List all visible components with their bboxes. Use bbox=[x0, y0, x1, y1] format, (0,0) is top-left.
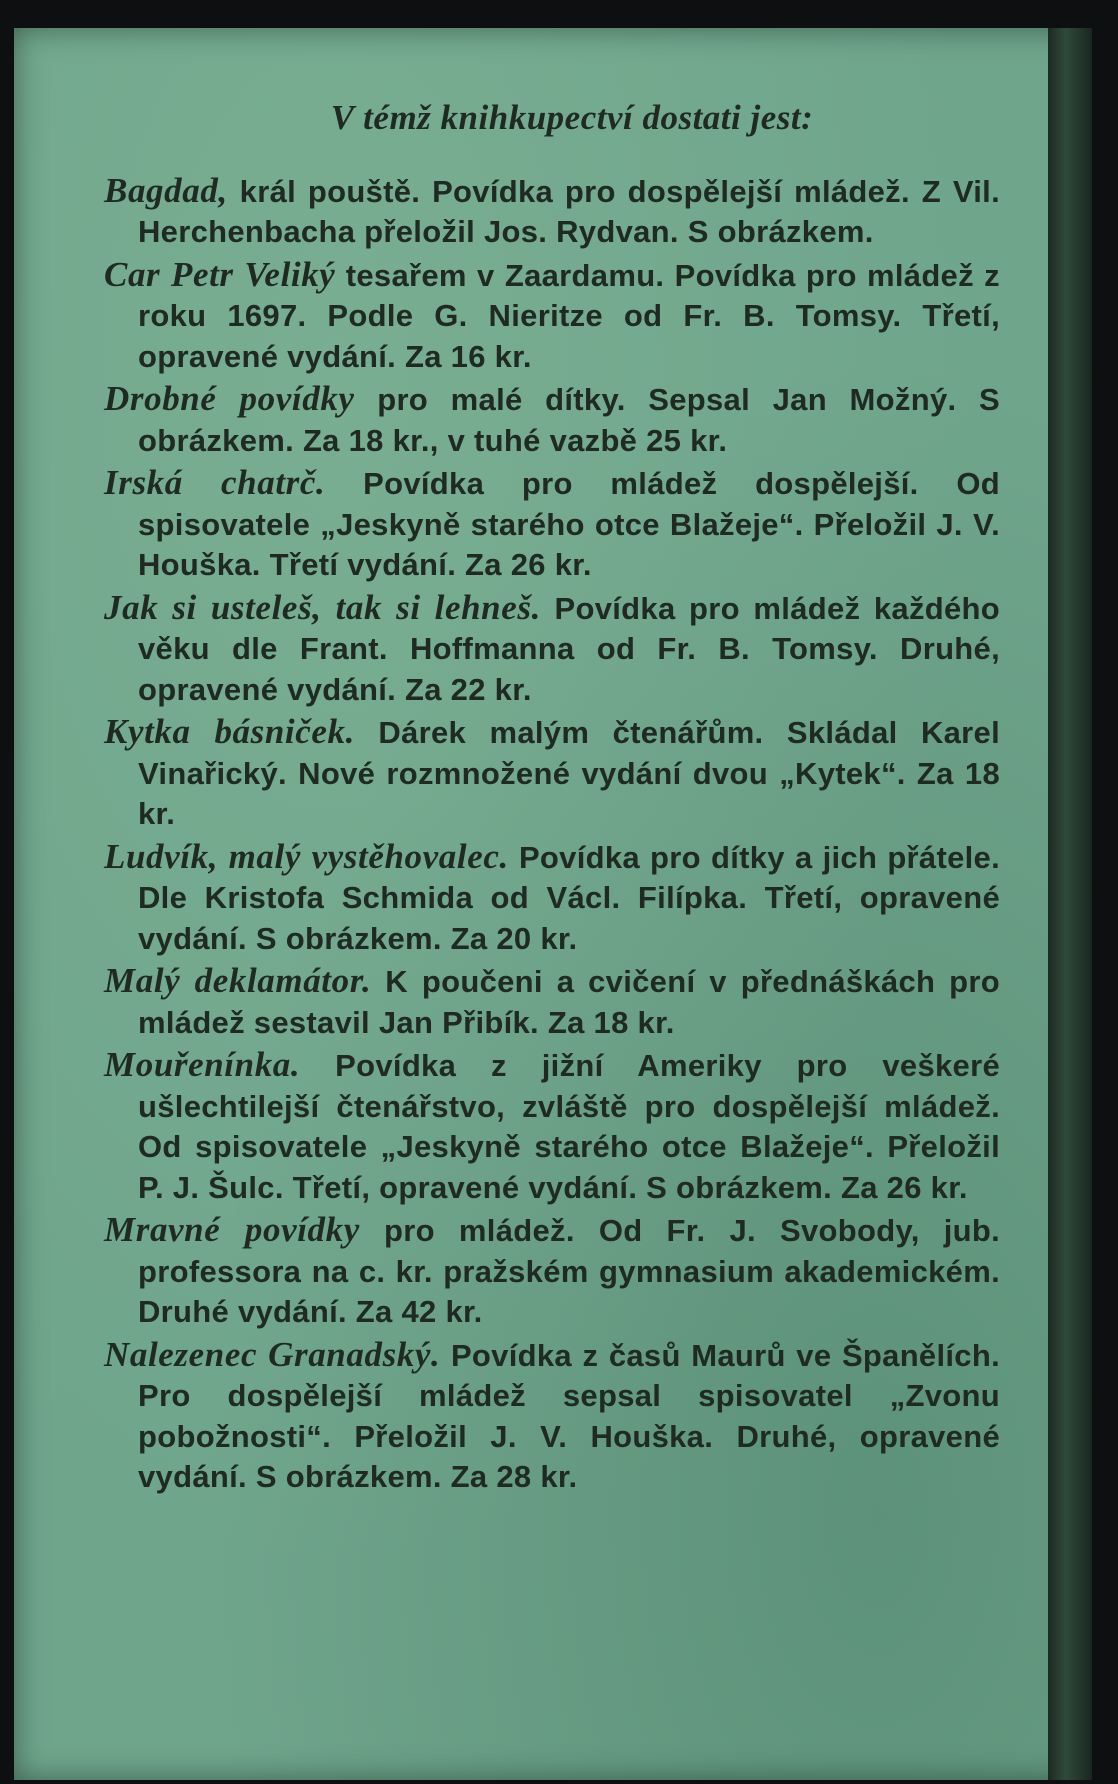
catalog-entry bbox=[104, 171, 1000, 253]
entry-text: Povídka pro mládež každého věku dle Frant. Hoffmanna od Fr. B. Tomsy. Druhé, opravené vydání. Za 22 kr. bbox=[138, 590, 1000, 707]
entry-text: pro mládež. Od Fr. J. Svobody, jub. professora na c. kr. pražském gymnasium akademickém. Druhé vydání. Za 42 kr. bbox=[138, 1213, 1000, 1329]
entry-text: Povídka pro mládež dospělejší. Od spisovatele „Jeskyně starého otce Blažeje“. Přeložil J. V. Houška. Třetí vydání. Za 26 kr. bbox=[138, 466, 1000, 582]
entry-title: Irská chatrč. bbox=[104, 463, 326, 502]
catalog-entry bbox=[104, 463, 1000, 586]
entry-text: Povídka z časů Maurů ve Španělích. Pro dospělejší mládež sepsal spisovatel „Zvonu pobožnosti“. Přeložil J. V. Houška. Druhé, opravené vydání. S obrázkem. Za 28 kr. bbox=[138, 1337, 1000, 1494]
entry-title: Bagdad, bbox=[104, 170, 228, 210]
entry-title: Car Petr Veliký bbox=[104, 254, 336, 294]
entry-text: pro malé dítky. Sepsal Jan Možný. S obrázkem. Za 18 kr., v tuhé vazbě 25 kr. bbox=[138, 382, 1001, 458]
catalog-entry bbox=[104, 255, 1000, 378]
entry-text: král pouště. Povídka pro dospělejší mládež. Z Vil. Herchenbacha přeložil Jos. Rydvan. S obrázkem. bbox=[138, 173, 1001, 249]
catalog-entry bbox=[104, 961, 1000, 1043]
catalog-entry bbox=[104, 1210, 1000, 1333]
entry-text: Povídka z jižní Ameriky pro veškeré ušlechtilejší čtenářstvo, zvláště pro dospělejší mládež. Od spisovatele „Jeskyně starého otce Blažeje“. Přeložil P. J. Šulc. Třetí, opravené vydání. S obrázkem. Za 26 kr. bbox=[138, 1048, 1000, 1205]
catalog-entry bbox=[104, 1045, 1000, 1208]
entry-title: Mravné povídky bbox=[104, 1210, 360, 1249]
catalog-heading: V témž knihkupectví dostati jest: bbox=[330, 98, 814, 137]
entry-title: Ludvík, malý vystěhovalec. bbox=[104, 836, 509, 876]
entry-title: Mouřenínka. bbox=[104, 1045, 301, 1084]
catalog-entry bbox=[104, 712, 1000, 835]
catalog-content bbox=[104, 98, 1000, 1500]
entry-title: Kytka básniček. bbox=[104, 712, 355, 751]
catalog-entry bbox=[104, 379, 1000, 461]
catalog-entry bbox=[104, 1335, 1000, 1498]
entry-title: Jak si usteleš, tak si lehneš. bbox=[104, 587, 541, 627]
catalog-entry bbox=[104, 588, 1000, 711]
book-spine-edge bbox=[1048, 28, 1092, 1780]
entry-text: Povídka pro dítky a jich přátele. Dle Kristofa Schmida od Václ. Filípka. Třetí, opravené vydání. S obrázkem. Za 20 kr. bbox=[138, 839, 1000, 956]
catalog-entry bbox=[104, 837, 1000, 960]
entry-text: tesařem v Zaardamu. Povídka pro mládež z roku 1697. Podle G. Nieritze od Fr. B. Tomsy. Třetí, opravené vydání. Za 16 kr. bbox=[138, 257, 1000, 374]
entry-text: Dárek malým čtenářům. Skládal Karel Vinařický. Nové rozmnožené vydání dvou „Kytek“. Za 18 kr. bbox=[138, 715, 1000, 831]
entry-title: Drobné povídky bbox=[104, 379, 355, 418]
entry-text: K poučeni a cvičení v přednáškách pro mládež sestavil Jan Přibík. Za 18 kr. bbox=[138, 964, 1000, 1040]
entry-title: Nalezenec Granadský. bbox=[104, 1334, 441, 1374]
entry-title: Malý deklamátor. bbox=[104, 961, 372, 1000]
